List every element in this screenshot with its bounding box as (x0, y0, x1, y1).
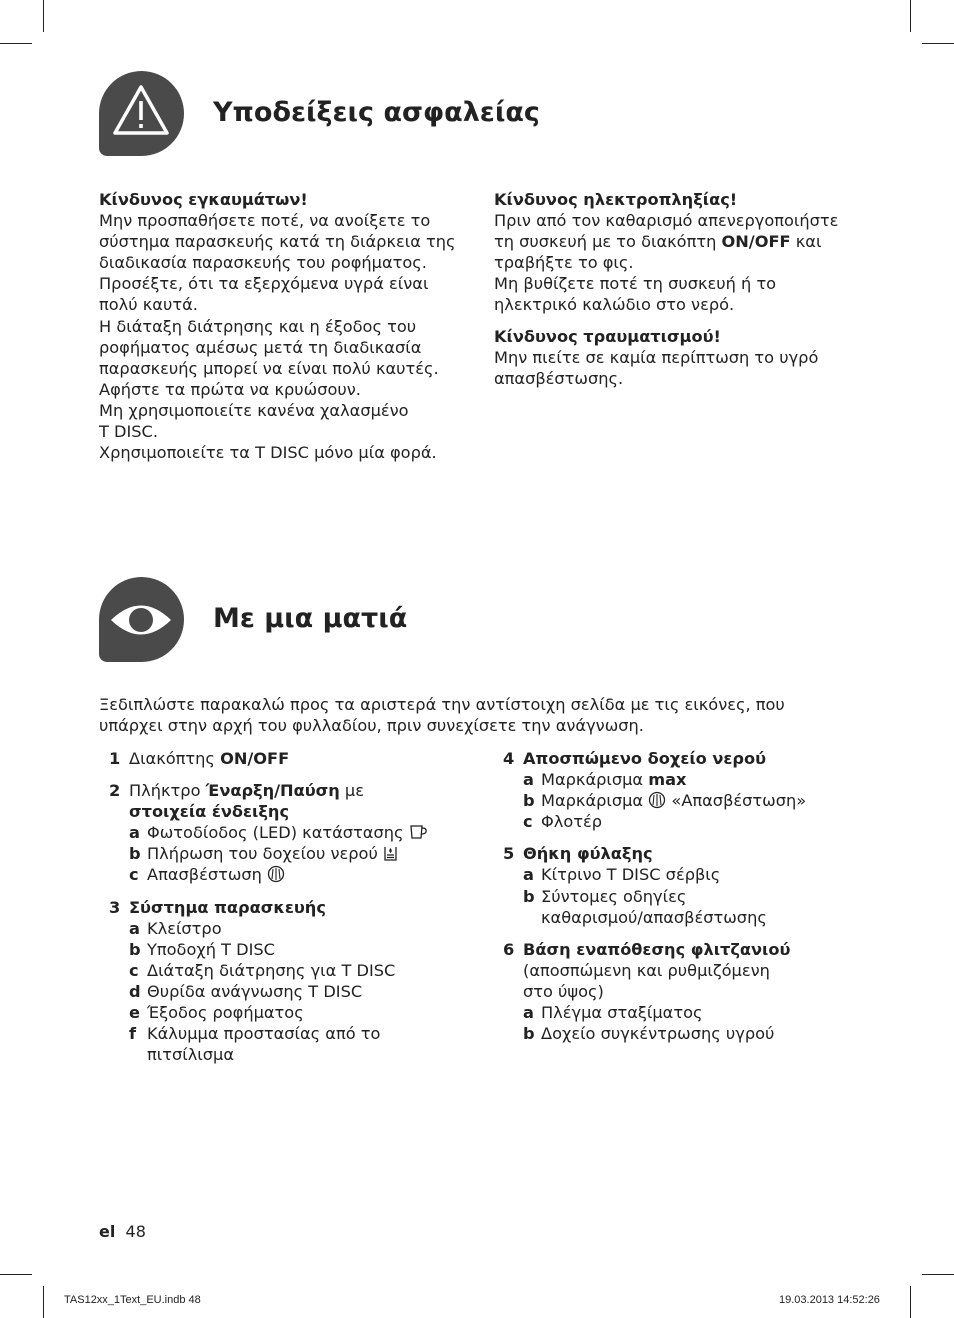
list-item: 5 Θήκη φύλαξης a Κίτρινο T DISC σέρβις b Σύντομες οδηγίες καθαρισμού/απασβέστωσης (503, 844, 767, 927)
crop-mark (922, 1274, 954, 1275)
shock-line: Πριν από τον καθαρισμό απενεργοποιήστε (494, 211, 839, 231)
intro-text: Ξεδιπλώστε παρακαλώ προς τα αριστερά την αντίστοιχη σελίδα με τις εικόνες, που υπάρχει στην αρχή του φυλλαδίου, πριν συνεχίσετε την ανάγνωση. (99, 695, 785, 736)
crop-mark (0, 1274, 32, 1275)
burn-heading: Κίνδυνος εγκαυμάτων! (99, 190, 308, 209)
warning-icon (99, 71, 184, 156)
water-tank-icon (383, 845, 399, 862)
burn-line: Μην προσπαθήσετε ποτέ, να ανοίξετε το (99, 211, 431, 231)
injury-heading: Κίνδυνος τραυματισμού! (494, 326, 721, 346)
cup-icon (409, 824, 429, 841)
crop-mark (43, 1286, 44, 1318)
crop-mark (910, 0, 911, 32)
burn-line: Η διάταξη διάτρησης και η έξοδος του (99, 316, 417, 336)
shock-warning (494, 189, 838, 389)
list-item: 2 Πλήκτρο Έναρξη/Παύση με στοιχεία ένδειξης a Φωτοδίοδος (LED) κατάστασης b Πλήρωση του δοχείου νερού c Απασβέστωση (109, 780, 429, 885)
shock-line: τραβήξτε το φις. (494, 253, 634, 273)
shock-heading: Κίνδυνος ηλεκτροπληξίας! (494, 190, 738, 209)
list-item: 3 Σύστημα παρασκευής a Κλείστρο b Υποδοχή T DISC c Διάταξη διάτρησης για T DISC d Θυρίδα ανάγνωσης T DISC e Έξοδος ροφήματος f Κάλυμμα προστασίας από το πιτσίλισμα (109, 897, 396, 1065)
safety-title: Υποδείξεις ασφαλείας (213, 97, 540, 128)
shock-line: τη συσκευή με το διακόπτη ON/OFF και (494, 232, 822, 252)
list-item: 4 Αποσπώμενο δοχείο νερού a Μαρκάρισμα max b Μαρκάρισμα «Απασβέστωση» c Φλοτέρ (503, 749, 807, 832)
burn-line: σύστημα παρασκευής κατά τη διάρκεια της (99, 232, 456, 252)
burn-line: πολύ καυτά. (99, 295, 198, 315)
crop-mark (922, 43, 954, 44)
parts-list-left (109, 748, 429, 1076)
crop-mark (910, 1286, 911, 1318)
glance-title: Με μια ματιά (213, 603, 408, 634)
page-number: el 48 (99, 1222, 146, 1241)
burn-line: Χρησιμοποιείτε τα T DISC μόνο μία φορά. (99, 443, 437, 463)
descale-icon (267, 865, 285, 883)
list-item: 1 Διακόπτης ON/OFF (109, 749, 290, 768)
descale-icon (648, 791, 666, 809)
burn-line: Μη χρησιμοποιείτε κανένα χαλασμένο (99, 400, 409, 420)
file-slug: TAS12xx_1Text_EU.indb 48 (64, 1294, 201, 1306)
crop-mark (0, 43, 32, 44)
injury-line: απασβέστωσης. (494, 368, 624, 388)
shock-line: Μη βυθίζετε ποτέ τη συσκευή ή το (494, 274, 777, 294)
burn-line: T DISC. (99, 422, 158, 442)
burn-line: ροφήματος αμέσως μετά τη διαδικασία (99, 337, 422, 357)
burn-line: Προσέξτε, ότι τα εξερχόμενα υγρά είναι (99, 274, 429, 294)
eye-icon (99, 577, 184, 662)
parts-list-right (503, 748, 806, 1055)
injury-line: Μην πιείτε σε καμία περίπτωση το υγρό (494, 347, 819, 367)
burn-line: παρασκευής μπορεί να είναι πολύ καυτές. (99, 358, 439, 378)
burn-line: Αφήστε τα πρώτα να κρυώσουν. (99, 379, 361, 399)
crop-mark (43, 0, 44, 32)
burn-line: διαδικασία παρασκευής του ροφήματος. (99, 253, 427, 273)
date-slug: 19.03.2013 14:52:26 (779, 1294, 880, 1306)
list-item: 6 Βάση εναπόθεσης φλιτζανιού (αποσπώμενη και ρυθμιζόμενη στο ύψος) a Πλέγμα σταξίματος b Δοχείο συγκέντρωσης υγρού (503, 939, 791, 1044)
shock-line: ηλεκτρικό καλώδιο στο νερό. (494, 295, 735, 315)
burn-warning (99, 189, 456, 463)
